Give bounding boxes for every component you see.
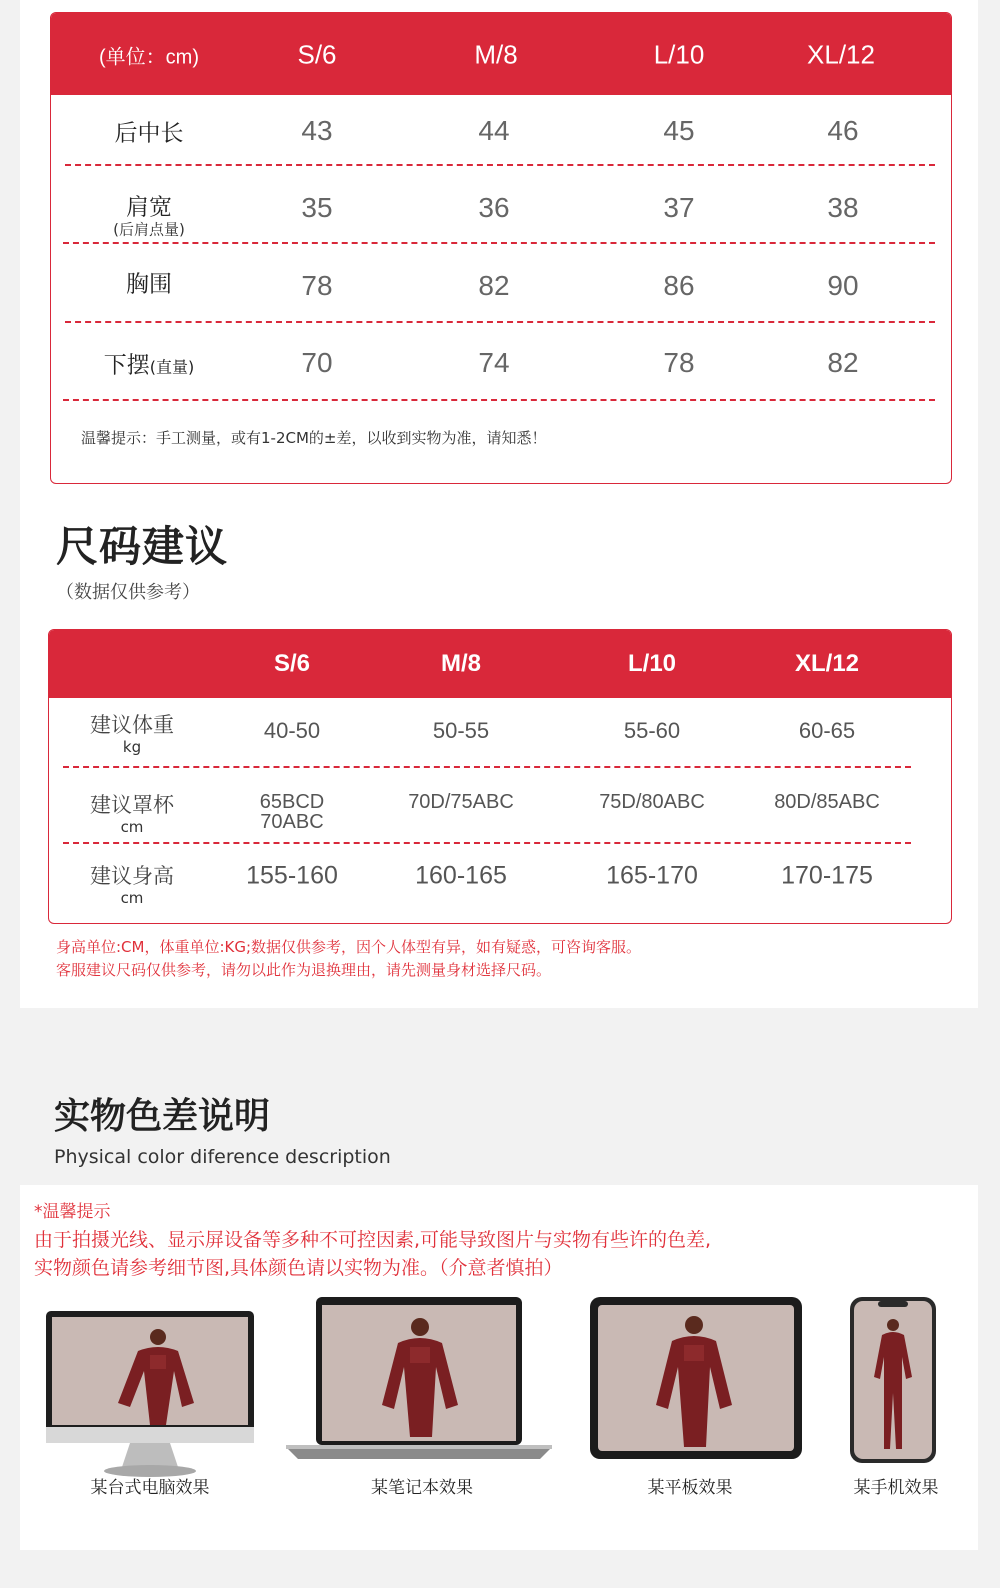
measurement-table-header bbox=[51, 13, 951, 95]
table-cell: 82 bbox=[827, 347, 859, 378]
measurement-note: 温馨提示：手工测量，或有1-2CM的±差，以收到实物为准，请知悉！ bbox=[81, 429, 547, 447]
size-header-l: L/10 bbox=[627, 650, 677, 677]
table-cell: 70D/75ABC bbox=[408, 791, 514, 813]
row-divider bbox=[63, 242, 935, 244]
table-cell: 46 bbox=[827, 115, 859, 146]
table-cell: 80D/85ABC bbox=[774, 791, 880, 813]
table-cell: 82 bbox=[478, 270, 510, 301]
size-chart-card bbox=[20, 0, 978, 1008]
table-cell: 40-50 bbox=[263, 718, 321, 743]
row-label-weight bbox=[90, 709, 174, 755]
row-divider bbox=[63, 399, 935, 401]
size-header-s: S/6 bbox=[273, 650, 311, 677]
row-label-inline-sub: (直量) bbox=[149, 357, 195, 377]
row-label-back-length: 后中长 bbox=[114, 120, 184, 147]
size-header-xl: XL/12 bbox=[807, 39, 875, 70]
tip-line-2: 实物颜色请参考细节图,具体颜色请以实物为准。（介意者慎拍） bbox=[34, 1257, 563, 1279]
table-cell: 55-60 bbox=[623, 718, 681, 743]
table-cell: 37 bbox=[663, 192, 695, 223]
table-cell bbox=[260, 792, 324, 832]
phone-icon bbox=[850, 1297, 936, 1463]
laptop-label: 某笔记本效果 bbox=[371, 1478, 473, 1498]
cup-value-line1: 65BCD bbox=[259, 791, 325, 813]
table-cell: 35 bbox=[301, 192, 333, 223]
table-cell: 74 bbox=[478, 347, 510, 378]
table-cell: 86 bbox=[663, 270, 695, 301]
row-divider bbox=[65, 164, 935, 166]
row-label-sub: (后肩点量) bbox=[113, 220, 185, 239]
row-label-unit: cm bbox=[120, 889, 144, 907]
table-cell: 165-170 bbox=[606, 861, 698, 890]
row-divider bbox=[65, 321, 935, 323]
table-cell: 160-165 bbox=[415, 861, 507, 890]
suggestion-note-1: 身高单位:CM，体重单位:KG;数据仅供参考，因个人体型有异，如有疑惑，可咨询客服。 bbox=[56, 938, 642, 956]
size-header-m: M/8 bbox=[440, 650, 482, 677]
table-cell: 44 bbox=[478, 115, 510, 146]
table-cell: 70 bbox=[301, 347, 333, 378]
unit-header: (单位：cm) bbox=[99, 46, 199, 69]
row-label-hem bbox=[104, 347, 195, 380]
desktop-label: 某台式电脑效果 bbox=[90, 1478, 210, 1498]
tip-label: *温馨提示 bbox=[34, 1202, 111, 1222]
measurement-table bbox=[50, 12, 952, 484]
size-header-xl: XL/12 bbox=[794, 650, 860, 677]
tablet-label: 某平板效果 bbox=[647, 1478, 733, 1498]
color-section-title: 实物色差说明 bbox=[54, 1096, 271, 1137]
row-divider bbox=[63, 766, 911, 768]
row-label-unit: kg bbox=[122, 738, 142, 756]
table-cell: 78 bbox=[301, 270, 333, 301]
row-label-text: 建议身高 bbox=[90, 864, 174, 888]
table-cell: 78 bbox=[663, 347, 695, 378]
row-label-height bbox=[90, 860, 174, 906]
tip-line-1: 由于拍摄光线、显示屏设备等多种不可控因素,可能导致图片与实物有些许的色差, bbox=[34, 1229, 712, 1251]
table-cell: 50-55 bbox=[432, 718, 490, 743]
row-label-text: 建议体重 bbox=[90, 713, 174, 737]
row-label-shoulder bbox=[113, 189, 185, 238]
cup-value-line2: 70ABC bbox=[260, 811, 324, 833]
size-suggestion-title: 尺码建议 bbox=[56, 522, 229, 571]
suggestion-note-2: 客服建议尺码仅供参考，请勿以此作为退换理由，请先测量身材选择尺码。 bbox=[56, 961, 552, 979]
laptop-icon bbox=[286, 1297, 552, 1461]
size-header-s: S/6 bbox=[297, 39, 337, 70]
table-cell: 38 bbox=[827, 192, 859, 223]
row-label-text: 肩宽 bbox=[126, 194, 172, 221]
table-cell: 45 bbox=[663, 115, 695, 146]
color-section-subtitle: Physical color diference description bbox=[54, 1146, 391, 1168]
table-cell: 60-65 bbox=[798, 718, 856, 743]
row-label-unit: cm bbox=[120, 818, 144, 836]
suggestion-table-header bbox=[49, 630, 951, 698]
row-label-chest: 胸围 bbox=[126, 271, 172, 298]
table-cell: 90 bbox=[827, 270, 859, 301]
row-label-cup bbox=[90, 789, 174, 835]
table-cell: 170-175 bbox=[781, 861, 873, 890]
desktop-monitor-icon bbox=[46, 1311, 254, 1481]
size-header-l: L/10 bbox=[653, 39, 705, 70]
phone-label: 某手机效果 bbox=[853, 1478, 939, 1498]
row-label-text: 建议罩杯 bbox=[90, 793, 174, 817]
color-difference-card bbox=[20, 1185, 978, 1550]
row-divider bbox=[63, 842, 911, 844]
table-cell: 43 bbox=[301, 115, 333, 146]
size-header-m: M/8 bbox=[474, 39, 518, 70]
table-cell: 36 bbox=[478, 192, 510, 223]
suggestion-table bbox=[48, 629, 952, 924]
tablet-icon bbox=[590, 1297, 802, 1459]
size-suggestion-subtitle: （数据仅供参考） bbox=[56, 582, 200, 603]
table-cell: 155-160 bbox=[246, 861, 338, 890]
row-label-text: 下摆 bbox=[103, 352, 150, 379]
table-cell: 75D/80ABC bbox=[599, 791, 705, 813]
